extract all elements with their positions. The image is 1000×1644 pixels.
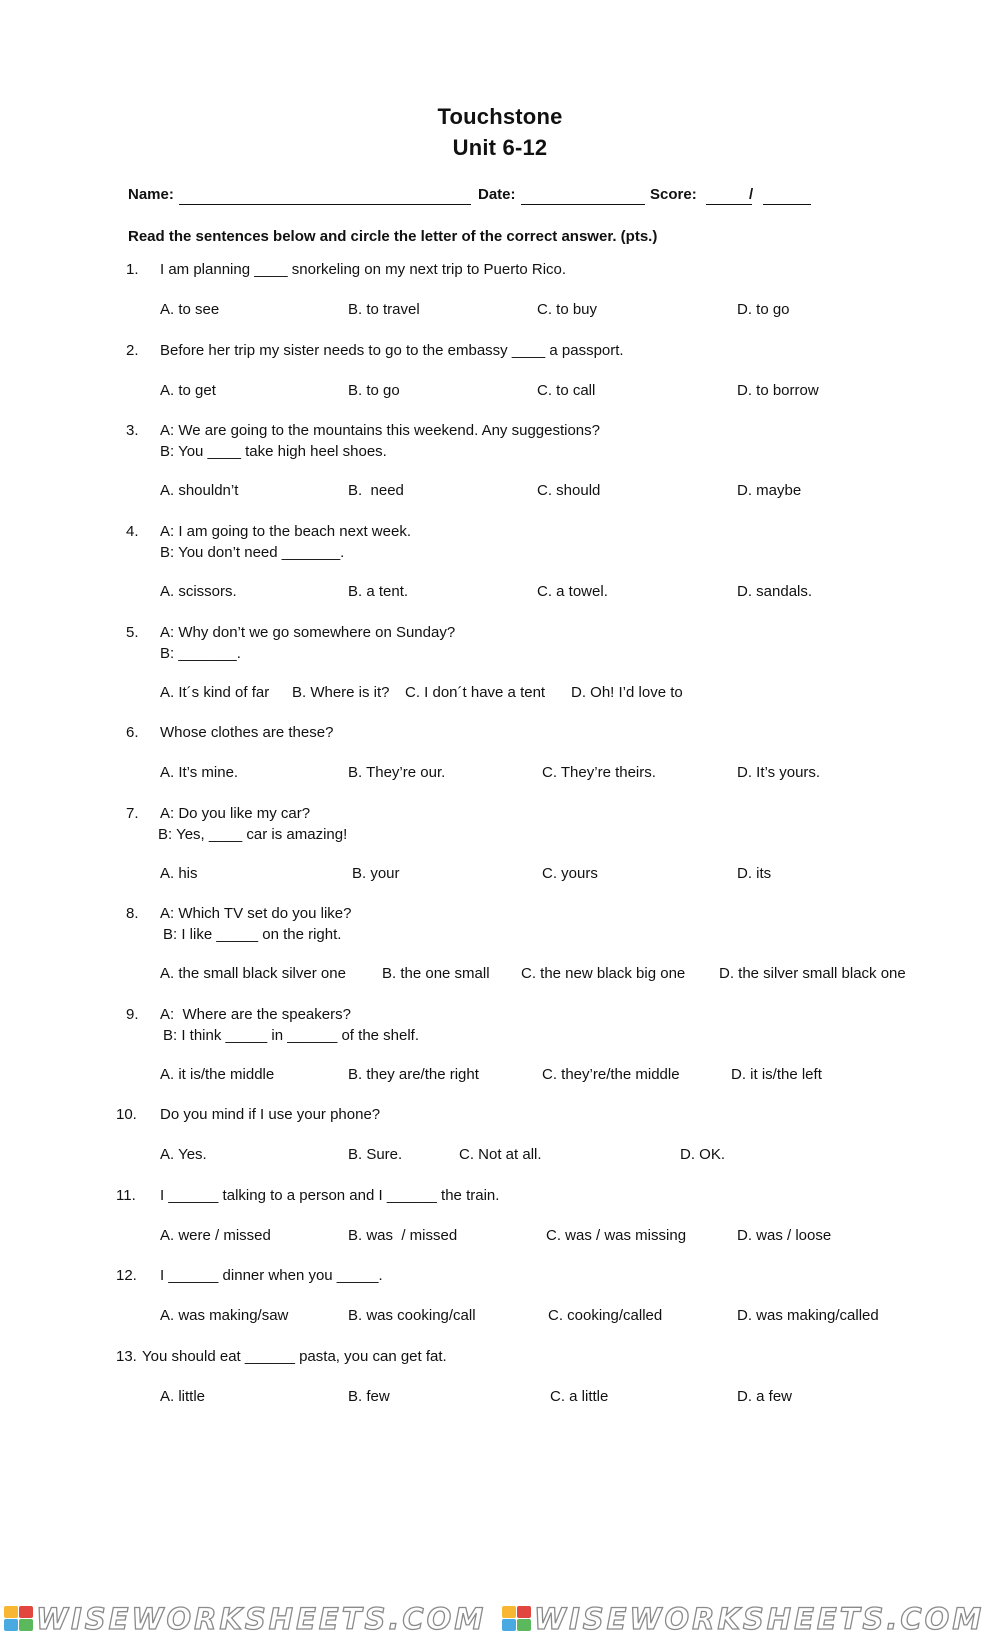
option-d[interactable]: D. a few	[737, 1388, 793, 1405]
question-number: 8.	[126, 905, 139, 922]
option-c[interactable]: C. cooking/called	[548, 1307, 663, 1324]
question-number: 4.	[126, 523, 139, 540]
question-stem-line2: B: You don’t need _______.	[160, 544, 345, 561]
worksheet-title: Touchstone	[437, 104, 563, 129]
question-number: 12.	[116, 1267, 137, 1284]
option-d[interactable]: D. sandals.	[737, 583, 813, 600]
question-stem-line2: B: _______.	[160, 645, 241, 662]
question-number: 13.	[116, 1348, 137, 1365]
option-d[interactable]: D. It’s yours.	[737, 764, 821, 781]
option-c[interactable]: C. I don´t have a tent	[405, 684, 546, 701]
option-b[interactable]: B. Sure.	[348, 1146, 403, 1163]
question-stem-line2: B: I think _____ in ______ of the shelf.	[163, 1027, 420, 1044]
option-c[interactable]: C. a little	[550, 1388, 609, 1405]
option-b[interactable]: B. was / missed	[348, 1227, 458, 1244]
option-c[interactable]: C. should	[537, 482, 601, 499]
question-number: 10.	[116, 1106, 137, 1123]
name-label: Name:	[128, 186, 174, 203]
option-a[interactable]: A. little	[160, 1388, 206, 1405]
option-c[interactable]: C. to call	[537, 382, 596, 399]
question-stem: I am planning ____ snorkeling on my next trip to Puerto Rico.	[160, 261, 567, 278]
option-b[interactable]: B. was cooking/call	[348, 1307, 476, 1324]
score-total-field[interactable]	[763, 204, 811, 205]
watermark-footer	[0, 1596, 1000, 1644]
option-a[interactable]: A. It’s mine.	[160, 764, 239, 781]
instructions: Read the sentences below and circle the letter of the correct answer. (pts.)	[128, 228, 658, 245]
option-b[interactable]: B. they are/the right	[348, 1066, 479, 1083]
question-stem: A: Which TV set do you like?	[160, 905, 352, 922]
question-stem: Do you mind if I use your phone?	[160, 1106, 381, 1123]
option-c[interactable]: C. Not at all.	[459, 1146, 542, 1163]
question-stem: A: Do you like my car?	[160, 805, 311, 822]
date-field[interactable]	[521, 204, 645, 205]
option-d[interactable]: D. its	[737, 865, 772, 882]
question-stem: Whose clothes are these?	[160, 724, 334, 741]
score-separator: /	[749, 186, 754, 203]
option-d[interactable]: D. to borrow	[737, 382, 819, 399]
question-stem: A: Why don’t we go somewhere on Sunday?	[160, 624, 456, 641]
option-a[interactable]: A. shouldn’t	[160, 482, 239, 499]
question-number: 2.	[126, 342, 139, 359]
option-a[interactable]: A. it is/the middle	[160, 1066, 275, 1083]
question-stem: A: I am going to the beach next week.	[160, 523, 411, 540]
option-b[interactable]: B. They’re our.	[348, 764, 446, 781]
score-label: Score:	[650, 186, 697, 203]
student-info-row	[128, 186, 858, 210]
option-c[interactable]: C. yours	[542, 865, 598, 882]
option-c[interactable]: C. They’re theirs.	[542, 764, 656, 781]
option-b[interactable]: B. a tent.	[348, 583, 409, 600]
date-label: Date:	[478, 186, 516, 203]
option-d[interactable]: D. the silver small black one	[719, 965, 906, 982]
question-number: 9.	[126, 1006, 139, 1023]
option-d[interactable]: D. OK.	[680, 1146, 726, 1163]
question-number: 11.	[116, 1187, 136, 1204]
option-b[interactable]: B. the one small	[382, 965, 490, 982]
wiseworksheets-logo-icon	[502, 1606, 532, 1632]
option-b[interactable]: B. few	[348, 1388, 390, 1405]
option-b[interactable]: B. to go	[348, 382, 400, 399]
option-a[interactable]: A. Yes.	[160, 1146, 207, 1163]
option-d[interactable]: D. maybe	[737, 482, 802, 499]
question-stem-line2: B: I like _____ on the right.	[163, 926, 342, 943]
option-d[interactable]: D. it is/the left	[731, 1066, 822, 1083]
question-number: 7.	[126, 805, 139, 822]
option-a[interactable]: A. was making/saw	[160, 1307, 289, 1324]
question-number: 5.	[126, 624, 139, 641]
option-d[interactable]: D. was / loose	[737, 1227, 832, 1244]
option-b[interactable]: B. your	[352, 865, 400, 882]
option-a[interactable]: A. his	[160, 865, 198, 882]
score-field[interactable]	[706, 204, 752, 205]
question-stem: You should eat ______ pasta, you can get fat.	[142, 1348, 447, 1365]
option-a[interactable]: A. scissors.	[160, 583, 237, 600]
option-a[interactable]: A. were / missed	[160, 1227, 271, 1244]
option-a[interactable]: A. the small black silver one	[160, 965, 346, 982]
question-stem: Before her trip my sister needs to go to the embassy ____ a passport.	[160, 342, 624, 359]
question-stem-line2: B: You ____ take high heel shoes.	[160, 443, 387, 460]
option-d[interactable]: D. to go	[737, 301, 790, 318]
question-stem: I ______ talking to a person and I ______ the train.	[160, 1187, 500, 1204]
option-b[interactable]: B. Where is it?	[292, 684, 390, 701]
watermark-text: WISEWORKSHEETS.COM	[36, 1602, 487, 1636]
option-d[interactable]: D. was making/called	[737, 1307, 879, 1324]
option-a[interactable]: A. to see	[160, 301, 220, 318]
option-a[interactable]: A. to get	[160, 382, 216, 399]
worksheet-subtitle: Unit 6-12	[452, 135, 548, 160]
wiseworksheets-logo-icon	[4, 1606, 34, 1632]
question-number: 1.	[126, 261, 139, 278]
option-c[interactable]: C. the new black big one	[521, 965, 686, 982]
question-stem-line2: B: Yes, ____ car is amazing!	[158, 826, 348, 843]
question-stem: A: We are going to the mountains this weekend. Any suggestions?	[160, 422, 600, 439]
question-stem: I ______ dinner when you _____.	[160, 1267, 383, 1284]
option-c[interactable]: C. a towel.	[537, 583, 608, 600]
option-b[interactable]: B. need	[348, 482, 404, 499]
name-field[interactable]	[179, 204, 471, 205]
option-d[interactable]: D. Oh! I’d love to	[571, 684, 683, 701]
option-c[interactable]: C. to buy	[537, 301, 598, 318]
option-a[interactable]: A. It´s kind of far	[160, 684, 270, 701]
question-number: 3.	[126, 422, 139, 439]
question-stem: A: Where are the speakers?	[160, 1006, 351, 1023]
option-c[interactable]: C. was / was missing	[546, 1227, 687, 1244]
option-b[interactable]: B. to travel	[348, 301, 420, 318]
question-number: 6.	[126, 724, 139, 741]
watermark-text: WISEWORKSHEETS.COM	[534, 1602, 985, 1636]
option-c[interactable]: C. they’re/the middle	[542, 1066, 680, 1083]
